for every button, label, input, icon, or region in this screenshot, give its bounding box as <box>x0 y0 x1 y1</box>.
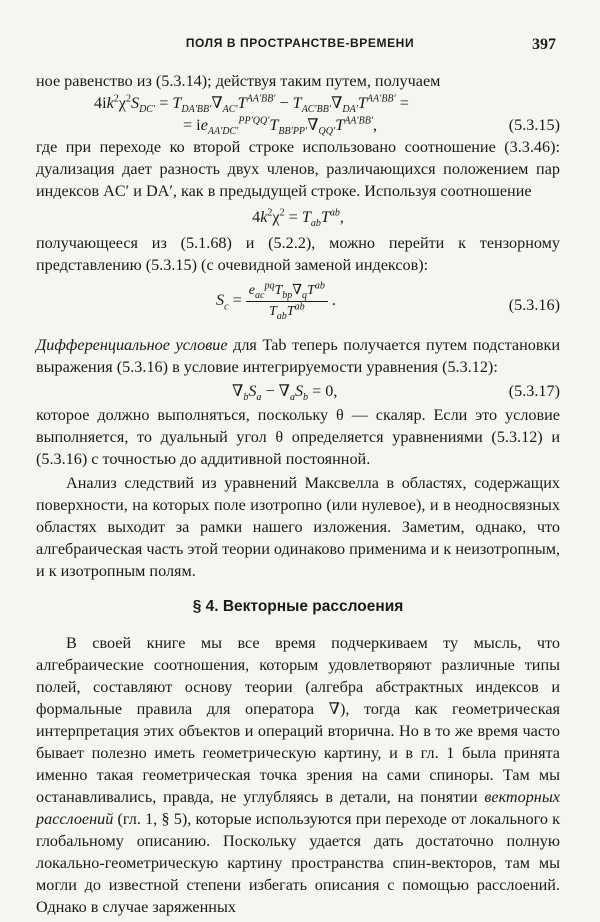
paragraph-4 <box>36 334 560 378</box>
equation-number: (5.3.16) <box>508 296 560 314</box>
equation-5-3-15-line-2 <box>36 114 560 136</box>
paragraph-1: ное равенство из (5.3.14); действуя таким путем, получаем <box>36 72 441 90</box>
equation-expression: $\nabla_bS_a - \nabla_aS_b = 0$, <box>232 382 338 404</box>
equation-number: (5.3.17) <box>508 382 560 400</box>
page-number: 397 <box>532 36 556 53</box>
page-body <box>36 70 560 918</box>
section-heading: § 4. Векторные расслоения <box>192 598 404 615</box>
running-title: ПОЛЯ В ПРОСТРАНСТВЕ-ВРЕМЕНИ <box>185 36 415 50</box>
paragraph-7-part-b: (гл. 1, § 5), которые используются при переходе от локального к глобальному описанию. Поскольку удается дать достаточно полную локально-геометрическую картину пространства спин-векторов, там мы могли до известной степени избегать описания с помощью расслоений. Однако в случае заряженных <box>36 810 560 916</box>
page-header <box>0 36 600 56</box>
equation-5-3-16 <box>36 276 560 334</box>
equation-expression: = $ie_{AA'DC'}^{PP'QQ'}T_{BB'PP'}\nabla_{QQ'}T^{AA'BB'}$, <box>183 115 378 138</box>
paragraph-2: где при переходе ко второй строке использовано соотношение (3.3.46): дуализация дает разность двух членов, различающихся положением пар индексов AC′ и DA′, как в предыдущей строке. Используя соотношение <box>36 138 560 200</box>
equation-expression: $4ik^2\chi^2S_{DC'} = T_{DA'BB'}\nabla_{AC'}T^{AA'BB'} - T_{AC'BB'}\nabla_{DA'}T^{AA'BB'}$ = <box>94 93 409 116</box>
paragraph-3: получающееся из (5.1.68) и (5.2.2), можно перейти к тензорному представлению (5.3.15) (с очевидной заменой индексов): <box>36 234 560 274</box>
paragraph-7 <box>36 632 560 918</box>
equation-expression: $S_c$ = $\frac{e_{ac}^{pq}T_{bp}\nabla_qT^{ab}}{T_{ab}T^{ab}}$ . <box>216 280 336 322</box>
italic-term: векторных расслоений <box>36 788 560 828</box>
italic-term: Дифференциальное условие <box>36 336 228 354</box>
equation-number: (5.3.15) <box>508 116 560 134</box>
paragraph-6: Анализ следствий из уравнений Максвелла в областях, содержащих поверхности, на которых поле изотропно (или нулевое), и в неодносвязных областях выходит за рамки нашего изложения. Заметим, однако, что алгебраическая часть этой теории одинаково применима и к неизотропным, и к изотропным полям. <box>36 474 560 580</box>
equation-5-3-15-line-1 <box>36 92 560 114</box>
paragraph-5: которое должно выполняться, поскольку θ — скаляр. Если это условие выполняется, то дуальный угол θ определяется уравнениями (5.3.12) и (5.3.16) с точностью до аддитивной постоянной. <box>36 406 560 468</box>
equation-5-3-17 <box>36 380 560 402</box>
paragraph-7-part-a: В своей книге мы все время подчеркиваем ту мысль, что алгебраические соотношения, которым удовлетворяют различные типы полей, составляют основу теории (алгебра абстрактных индексов и формальные правила для оператора ∇), тогда как геометрическая интерпретация этих объектов и операций вторична. Но в то же время часто бывает полезно иметь геометрическую картину, и в гл. 1 была принята именно такая геометрическая точка зрения на сами спиноры. Там мы останавливались, правда, не углубляясь в детали, на понятии <box>36 634 560 806</box>
paragraph-4-rest: для Tab теперь получается путем подстановки выражения (5.3.16) в условие интегрируемости уравнения (5.3.12): <box>36 336 560 376</box>
equation-unnumbered: $4k^2\chi^2 = T_{ab}T^{ab}$, <box>252 207 344 230</box>
